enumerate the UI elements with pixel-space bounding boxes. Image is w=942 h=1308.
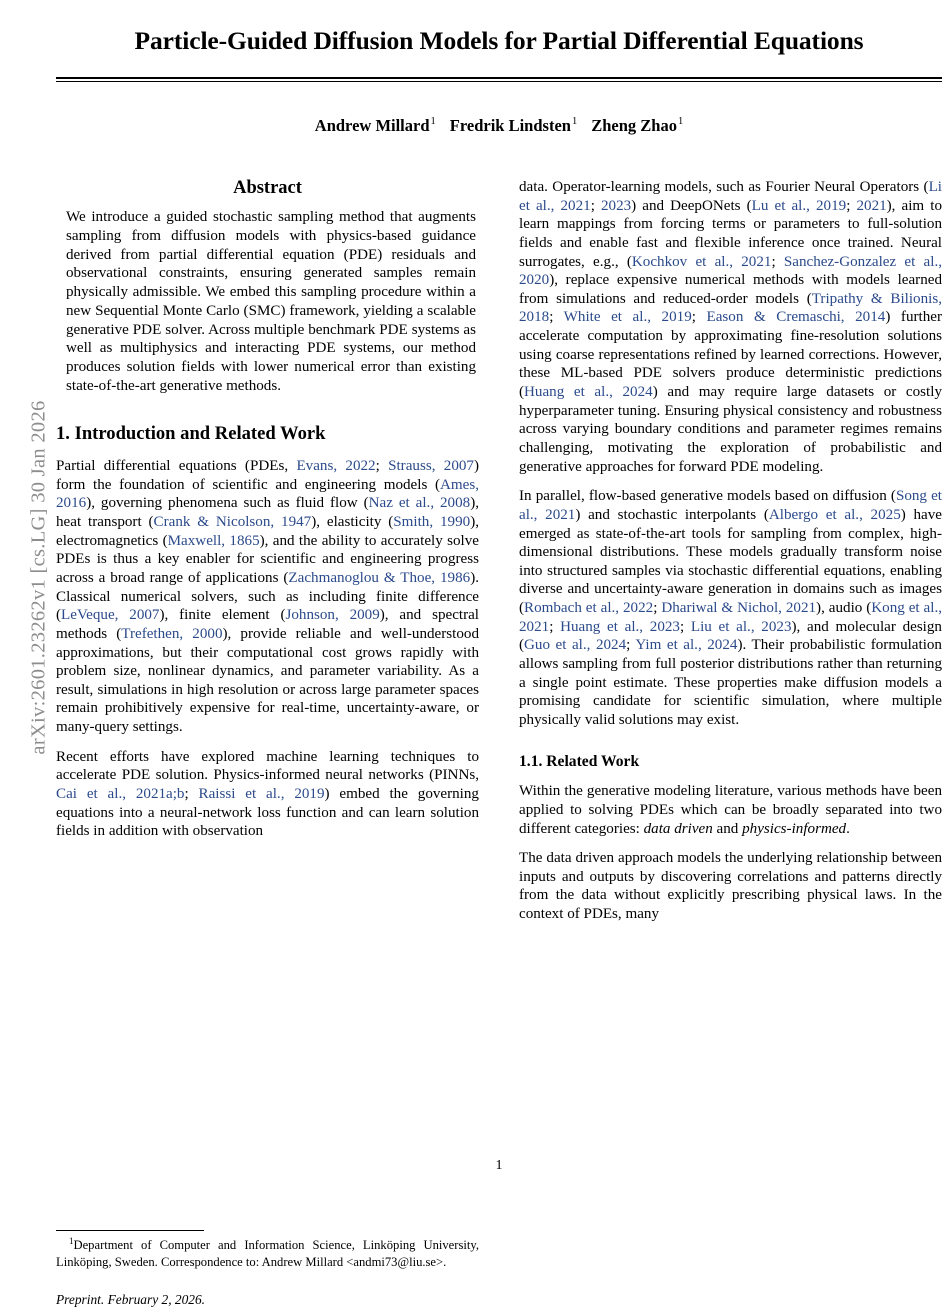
text-run: and xyxy=(712,820,743,837)
text-run: data. Operator-learning models, such as Fourier Neural Operators ( xyxy=(519,179,929,195)
citation-link[interactable]: Sanchez-Gonzalez et al., 2020 xyxy=(519,253,942,289)
citation-link[interactable]: Raissi et al., 2019 xyxy=(198,786,325,803)
text-run: ) embed the governing equations into a neural-network loss function and can learn solution fields in addition with observation xyxy=(56,786,479,840)
citation-link[interactable]: 2021 xyxy=(856,197,887,214)
citation-link[interactable]: Naz et al., 2008 xyxy=(368,495,471,512)
text-run: ), governing phenomena such as fluid flow ( xyxy=(86,495,369,512)
emphasis-physics-informed: physics-informed xyxy=(742,820,847,837)
text-run: ; xyxy=(549,618,561,635)
section-heading-introduction: 1. Introduction and Related Work xyxy=(56,422,326,444)
text-run: ; xyxy=(846,197,857,214)
section-heading-related-work: 1.1. Related Work xyxy=(519,752,640,770)
text-run: ), provide reliable and well-understood approximations, but their computational cost grows rapidly with problem size, nonlinear dynamics, and parameter variability. As a result, simulations in high resolution or across large parameter spaces remain prohibitively expensive for real-time, uncertainty-aware, or many-query settings. xyxy=(56,625,479,736)
author-name: Zheng Zhao xyxy=(591,115,677,135)
text-run: ), finite element ( xyxy=(159,607,286,624)
page-number: 1 xyxy=(495,1158,503,1173)
author-name: Andrew Millard xyxy=(314,115,430,135)
citation-link[interactable]: White et al., 2019 xyxy=(563,309,692,326)
citation-link[interactable]: Johnson, 2009 xyxy=(285,607,380,624)
right-column xyxy=(519,178,942,935)
text-run: ; xyxy=(590,197,601,214)
text-run: In parallel, flow-based generative models based on diffusion ( xyxy=(519,488,896,505)
footnote-divider xyxy=(56,1230,204,1231)
arxiv-stamp: arXiv:2601.23262v1 [cs.LG] 30 Jan 2026 xyxy=(27,400,50,755)
citation-link[interactable]: Kong et al., 2021 xyxy=(519,600,942,635)
citation-link[interactable]: Trefethen, 2000 xyxy=(121,625,223,642)
text-run: Recent efforts have explored machine learning techniques to accelerate PDE solution. Physics-informed neural networks (PINNs, xyxy=(56,748,479,784)
text-run: Partial differential equations (PDEs, xyxy=(56,458,297,475)
text-run: ), replace expensive numerical methods with models learned from simulations and reduced-order models ( xyxy=(519,272,942,307)
author-list xyxy=(56,114,942,137)
text-run: ). Their probabilistic formulation allows sampling from full posterior distributions rather than returning a single point estimate. These properties make diffusion models a promising candidate for scientific simulation, where multiple physically valid solutions may exist. xyxy=(519,637,942,728)
author-affiliation-mark: 1 xyxy=(571,116,578,128)
citation-link[interactable]: Maxwell, 1865 xyxy=(167,532,260,549)
text-run: ), electromagnetics ( xyxy=(56,514,479,549)
citation-link[interactable]: Dhariwal & Nichol, 2021 xyxy=(661,600,817,617)
citation-link[interactable]: Rombach et al., 2022 xyxy=(524,600,654,617)
citation-link[interactable]: Zachmanoglou & Thoe, 1986 xyxy=(288,569,471,586)
citation-link[interactable]: Li et al., 2021 xyxy=(519,179,942,214)
text-run: ; xyxy=(549,309,564,326)
citation-link[interactable]: Huang et al., 2023 xyxy=(560,618,680,635)
text-run: ), elasticity ( xyxy=(311,514,394,531)
author-entry xyxy=(591,116,683,135)
author-entry xyxy=(315,116,436,135)
abstract-text: We introduce a guided stochastic sampling method that augments sampling from diffusion models with physics-based guidance derived from partial differential equation (PDE) residuals and observational constraints, ensuring generated samples remain physically admissible. We embed this sampling procedure within a new Sequential Monte Carlo (SMC) framework, yielding a scalable generative PDE solver. Across multiple benchmark PDE systems as well as multiphysics and interacting PDE systems, our method produces solution fields with lower numerical error than existing state-of-the-art generative methods. xyxy=(66,209,476,395)
text-run: ), aim to learn mappings from forcing terms or parameters to full-solution fields and enable fast and flexible inference once trained. Neural surrogates, e.g., ( xyxy=(519,197,942,270)
text-run: ), and the ability to accurately solve PDEs is thus a key enabler for scientific and engineering progress across a broad range of applications ( xyxy=(56,532,479,586)
paper-page xyxy=(56,0,942,1308)
paragraph-intro-2 xyxy=(56,748,479,841)
text-run: ; xyxy=(679,618,691,635)
emphasis-data-driven: data driven xyxy=(643,820,713,837)
citation-link[interactable]: Eason & Cremaschi, 2014 xyxy=(706,309,886,326)
text-run: . xyxy=(846,820,850,837)
paragraph-intro-1 xyxy=(56,457,479,737)
title-divider xyxy=(56,77,942,82)
footnote-mark: 1 xyxy=(69,1236,74,1246)
citation-link[interactable]: Song et al., 2021 xyxy=(519,488,942,523)
text-run: ; xyxy=(653,600,662,617)
text-run: ; xyxy=(375,458,389,475)
citation-link[interactable]: Liu et al., 2023 xyxy=(690,618,792,635)
citation-link[interactable]: Albergo et al., 2025 xyxy=(768,506,901,523)
author-affiliation-mark: 1 xyxy=(677,116,684,128)
text-run: ) further accelerate computation by approximating fine-resolution solutions using coarse representations refined by learned corrections. However, these ML-based PDE solvers produce deterministic predictions ( xyxy=(519,309,942,401)
text-run: ; xyxy=(184,786,199,803)
citation-link[interactable]: Strauss, 2007 xyxy=(388,458,474,475)
paragraph-related-2: The data driven approach models the underlying relationship between inputs and outputs by discovering correlations and patterns directly from the data without explicitly prescribing physical laws. In the context of PDEs, many xyxy=(519,850,942,923)
citation-link[interactable]: Tripathy & Bilionis, 2018 xyxy=(519,290,942,326)
author-affiliation-mark: 1 xyxy=(430,116,436,128)
text-run: ), and spectral methods ( xyxy=(56,607,480,642)
citation-link[interactable]: Lu et al., 2019 xyxy=(751,197,847,214)
page-title: Particle-Guided Diffusion Models for Partial Differential Equations xyxy=(134,26,864,55)
text-run: ) and stochastic interpolants ( xyxy=(575,506,769,523)
text-run: ) form the foundation of scientific and engineering models ( xyxy=(56,458,479,493)
citation-link[interactable]: Yim et al., 2024 xyxy=(635,637,738,654)
citation-link[interactable]: 2023 xyxy=(600,197,632,214)
footnote-text xyxy=(56,1236,479,1270)
text-run: ), audio ( xyxy=(816,600,872,617)
text-run: ), and molecular design ( xyxy=(519,618,942,654)
text-run: ) and may require large datasets or costly hyperparameter tuning. Ensuring physical consistency and robustness across varying boundary conditions and parameter regimes remains challenging, motivating the exploration of probabilistic and generative approaches for forward PDE modeling. xyxy=(519,384,942,475)
text-run: ; xyxy=(626,637,636,654)
text-run: ), heat transport ( xyxy=(56,495,480,531)
text-run: ). Classical numerical solvers, such as including finite difference ( xyxy=(56,569,479,624)
citation-link[interactable]: LeVeque, 2007 xyxy=(61,607,160,624)
preprint-notice: Preprint. February 2, 2026. xyxy=(56,1292,206,1308)
citation-link[interactable]: Crank & Nicolson, 1947 xyxy=(153,514,312,531)
left-column xyxy=(56,178,480,1308)
citation-link[interactable]: Evans, 2022 xyxy=(296,458,376,475)
text-run: Within the generative modeling literature, various methods have been applied to solving PDEs which can be broadly separated into two different categories: xyxy=(519,783,942,837)
footnote-body: Department of Computer and Information Science, Linköping University, Linköping, Sweden. Correspondence to: Andrew Millard <andmi73@liu.se>. xyxy=(56,1238,479,1269)
author-entry xyxy=(450,116,577,135)
paragraph-related-1 xyxy=(519,782,942,838)
author-name: Fredrik Lindsten xyxy=(449,115,571,135)
text-run: ) and DeepONets ( xyxy=(631,197,752,214)
paragraph-intro-3 xyxy=(519,178,942,476)
footnote-block xyxy=(56,1230,479,1308)
two-column-body xyxy=(56,178,942,1308)
abstract-heading: Abstract xyxy=(233,178,302,198)
paragraph-intro-4 xyxy=(519,487,942,729)
citation-link[interactable]: Smith, 1990 xyxy=(393,514,471,531)
citation-link[interactable]: Kochkov et al., 2021 xyxy=(631,253,772,270)
citation-link[interactable]: Ames, 2016 xyxy=(56,476,479,512)
citation-link[interactable]: Guo et al., 2024 xyxy=(524,637,627,654)
citation-link[interactable]: Cai et al., 2021a;b xyxy=(56,786,185,803)
text-run: ; xyxy=(771,253,784,270)
text-run: ; xyxy=(691,309,707,326)
text-run: ) have emerged as state-of-the-art tools for sampling from complex, high-dimensional distributions. These models gradually transform noise into structured samples via stochastic differential equations, enabling diverse and uncertainty-aware generation in domains such as images ( xyxy=(519,506,942,617)
citation-link[interactable]: Huang et al., 2024 xyxy=(524,384,653,401)
